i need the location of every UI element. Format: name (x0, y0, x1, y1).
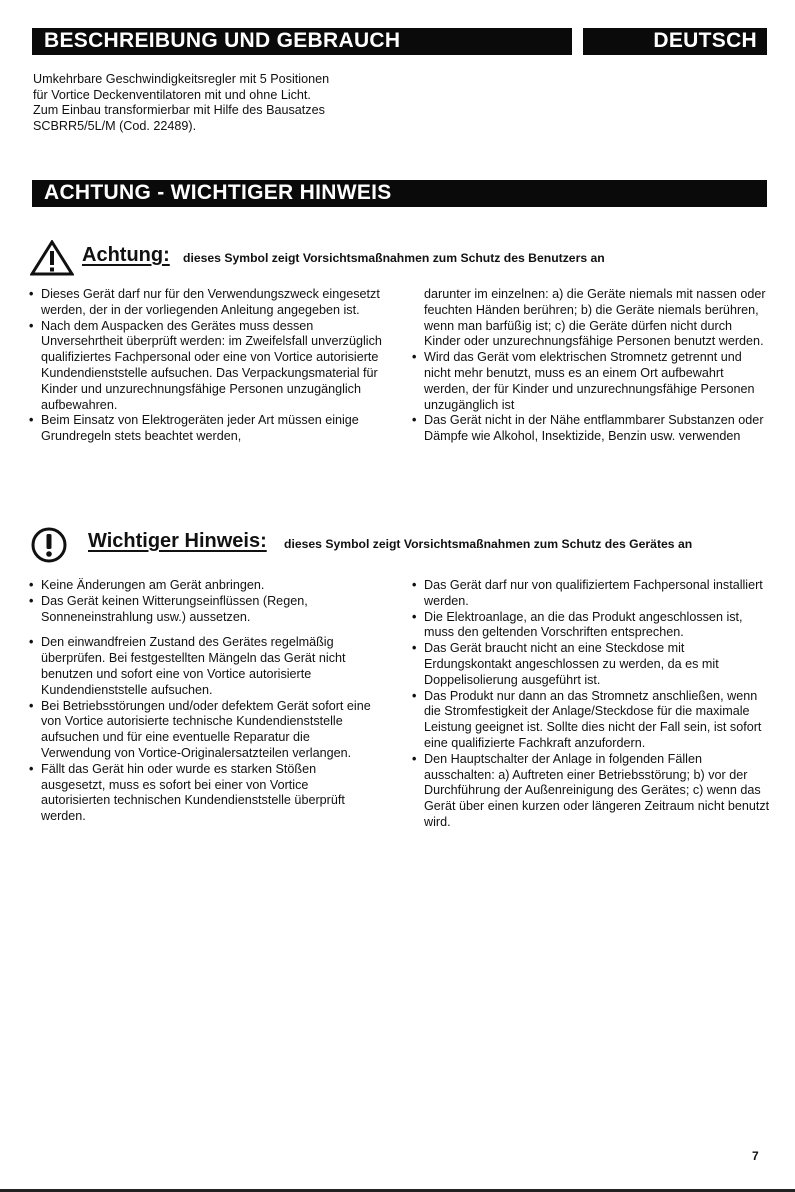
intro-text (33, 72, 413, 134)
list-item: • Nach dem Auspacken des Gerätes muss dessen Unversehrtheit überprüft werden: im Zweifelsfall unverzüglich qualifiziertes Fachpersonal oder eine von Vortice autorisierte Kundendienststelle aufsuchen. Das Verpackungsmaterial für Kinder und unzurechnungsfähige Personen unzugänglich aufbewahren. (28, 319, 383, 414)
intro-line: für Vortice Deckenventilatoren mit und ohne Licht. (33, 87, 311, 102)
exclamation-circle-icon (30, 526, 68, 564)
achtung-description: dieses Symbol zeigt Vorsichtsmaßnahmen zum Schutz des Benutzers an (183, 251, 605, 265)
continuation-text: darunter im einzelnen: a) die Geräte niemals mit nassen oder feuchten Händen berühren; b) die Geräte niemals berühren, wenn man barfüßig ist; c) die Geräte dürfen nicht durch Kinder oder unzurechnungsfähige Personen benutzt werden. (424, 287, 766, 349)
list-item: • Wird das Gerät vom elektrischen Stromnetz getrennt und nicht mehr benutzt, muss es an einem Ort aufbewahrt werden, der für Kinder und unzurechnungsfähige Personen unzugänglich ist (411, 350, 771, 413)
hinweis-description: dieses Symbol zeigt Vorsichtsmaßnahmen zum Schutz des Gerätes an (284, 537, 693, 551)
list-item: • Den einwandfreien Zustand des Gerätes regelmäßig überprüfen. Bei festgestellten Mängeln das Gerät nicht benutzen und sofort eine von Vortice autorisierte Kundendienststelle aufsuchen. (28, 635, 373, 698)
list-item: • Fällt das Gerät hin oder wurde es starken Stößen ausgesetzt, muss es sofort bei einer von Vortice autorisierten technischen Kundendienststelle überprüft werden. (28, 762, 373, 825)
list-item: • Das Produkt nur dann an das Stromnetz anschließen, wenn die Stromfestigkeit der Anlage/Steckdose für die maximale Leistung geeignet ist. Sollte dies nicht der Fall sein, ist sofort eine qualifizierte Fachkraft anzufordern. (411, 689, 771, 752)
list-item: • Keine Änderungen am Gerät anbringen. (28, 578, 373, 594)
achtung-column-left (28, 287, 383, 445)
intro-line: Umkehrbare Geschwindigkeitsregler mit 5 Positionen (33, 72, 330, 86)
intro-line: Zum Einbau transformierbar mit Hilfe des Bausatzes (33, 103, 325, 118)
list-item: • Das Gerät keinen Witterungseinflüssen (Regen, Sonneneinstrahlung usw.) aussetzen. (28, 594, 373, 626)
warning-triangle-icon (30, 240, 74, 276)
list-item: • Das Gerät nicht in der Nähe entflammbarer Substanzen oder Dämpfe wie Alkohol, Insektizide, Benzin usw. verwenden (411, 413, 771, 445)
list-item: • Das Gerät darf nur von qualifiziertem Fachpersonal installiert werden. (411, 578, 771, 610)
list-item: • Dieses Gerät darf nur für den Verwendungszweck eingesetzt werden, der in der vorliegenden Anleitung angegeben ist. (28, 287, 383, 319)
hinweis-label: Wichtiger Hinweis: (88, 530, 267, 552)
hinweis-column-right (411, 578, 771, 831)
list-item: • Beim Einsatz von Elektrogeräten jeder Art müssen einige Grundregeln stets beachtet werden, (28, 413, 383, 445)
list-item: • Bei Betriebsstörungen und/oder defektem Gerät sofort eine von Vortice autorisierte technische Kundendienststelle aufsuchen und für eine eventuelle Reparatur die Verwendung von Vortice-Originalersatzteilen verlangen. (28, 699, 373, 762)
page-number: 7 (752, 1149, 759, 1163)
achtung-column-right (411, 287, 771, 445)
intro-line: SCBRR5/5L/M (Cod. 22489). (33, 118, 197, 133)
list-item: • Den Hauptschalter der Anlage in folgenden Fällen ausschalten: a) Auftreten einer Betriebsstörung; b) vor der Durchführung der Außenreinigung des Gerätes; c) wenn das Gerät über einen kurzen oder längeren Zeitraum nicht benutzt wird. (411, 752, 771, 831)
language-bar: DEUTSCH (583, 28, 767, 55)
hinweis-column-left (28, 578, 373, 825)
achtung-label: Achtung: (82, 244, 170, 266)
list-item: • Die Elektroanlage, an die das Produkt angeschlossen ist, muss den geltenden Vorschriften entsprechen. (411, 610, 771, 642)
warning-section-bar: ACHTUNG - WICHTIGER HINWEIS (32, 180, 767, 207)
section-title-bar: BESCHREIBUNG UND GEBRAUCH (32, 28, 572, 55)
list-item: • Das Gerät braucht nicht an eine Steckdose mit Erdungskontakt angeschlossen zu werden, da es mit Doppelisolierung ausgeführt ist. (411, 641, 771, 688)
